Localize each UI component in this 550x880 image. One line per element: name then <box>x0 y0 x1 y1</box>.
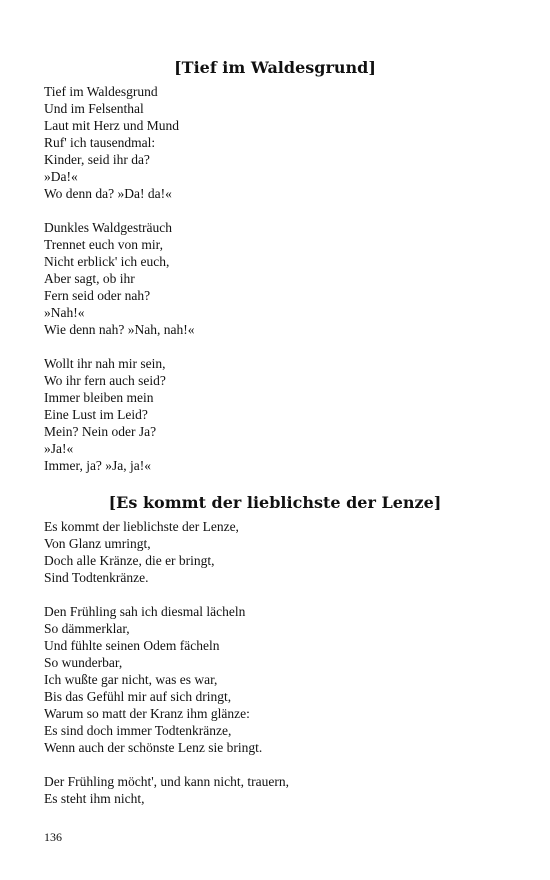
verse-line: Wo ihr fern auch seid? <box>44 373 166 388</box>
verse-line: Eine Lust im Leid? <box>44 407 148 422</box>
stanza <box>44 603 530 756</box>
poem-tief-im-waldesgrund <box>0 57 550 474</box>
verse-line: »Da!« <box>44 169 78 184</box>
verse-line: Bis das Gefühl mir auf sich dringt, <box>44 689 232 704</box>
verse-line: Immer, ja? »Ja, ja!« <box>44 458 152 473</box>
verse-line: Den Frühling sah ich diesmal lächeln <box>44 604 246 619</box>
poem-title: [Tief im Waldesgrund] <box>174 58 376 77</box>
verse-line: Warum so matt der Kranz ihm glänze: <box>44 706 250 721</box>
verse-line: Es steht ihm nicht, <box>44 791 145 806</box>
verse-line: »Nah!« <box>44 305 85 320</box>
page-number: 136 <box>44 830 62 844</box>
stanza <box>44 773 530 807</box>
verse-line: Und fühlte seinen Odem fächeln <box>44 638 220 653</box>
verse-line: Es sind doch immer Todtenkränze, <box>44 723 232 738</box>
verse-line: Wollt ihr nah mir sein, <box>44 356 166 371</box>
verse-line: »Ja!« <box>44 441 74 456</box>
stanza <box>44 83 530 202</box>
verse-line: Tief im Waldesgrund <box>44 84 158 99</box>
verse-line: Und im Felsenthal <box>44 101 144 116</box>
verse-line: Doch alle Kränze, die er bringt, <box>44 553 215 568</box>
poem-es-kommt-der-lieblichste-der-lenze <box>0 492 550 807</box>
verse-line: Ruf' ich tausendmal: <box>44 135 156 150</box>
verse-line: Wo denn da? »Da! da!« <box>44 186 172 201</box>
verse-line: Immer bleiben mein <box>44 390 154 405</box>
poem-title: [Es kommt der lieblichste der Lenze] <box>108 493 442 512</box>
verse-line: Fern seid oder nah? <box>44 288 151 303</box>
verse-line: Sind Todtenkränze. <box>44 570 149 585</box>
verse-line: Der Frühling möcht', und kann nicht, trauern, <box>44 774 290 789</box>
verse-line: Von Glanz umringt, <box>44 536 151 551</box>
stanza <box>44 219 530 338</box>
poem-body <box>0 83 550 474</box>
verse-line: Nicht erblick' ich euch, <box>44 254 170 269</box>
verse-line: Mein? Nein oder Ja? <box>44 424 157 439</box>
poem-body <box>0 518 550 807</box>
verse-line: Es kommt der lieblichste der Lenze, <box>44 519 239 534</box>
verse-line: Laut mit Herz und Mund <box>44 118 179 133</box>
verse-line: Trennet euch von mir, <box>44 237 163 252</box>
verse-line: Dunkles Waldgesträuch <box>44 220 173 235</box>
verse-line: So dämmerklar, <box>44 621 130 636</box>
verse-line: Wenn auch der schönste Lenz sie bringt. <box>44 740 263 755</box>
verse-line: Kinder, seid ihr da? <box>44 152 150 167</box>
stanza <box>44 355 530 474</box>
verse-line: So wunderbar, <box>44 655 123 670</box>
stanza <box>44 518 530 586</box>
verse-line: Ich wußte gar nicht, was es war, <box>44 672 218 687</box>
verse-line: Wie denn nah? »Nah, nah!« <box>44 322 195 337</box>
verse-line: Aber sagt, ob ihr <box>44 271 135 286</box>
